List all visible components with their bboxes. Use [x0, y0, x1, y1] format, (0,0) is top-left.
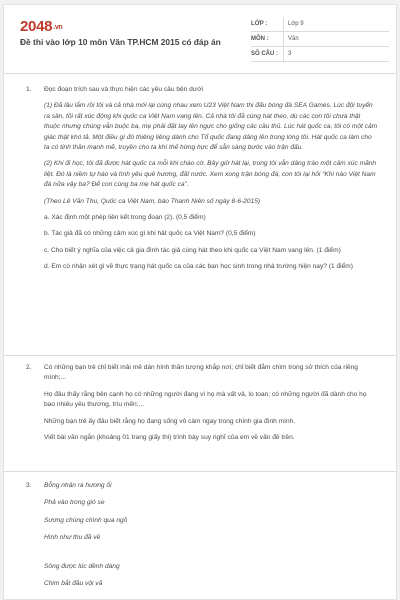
question-divider [4, 471, 396, 472]
question-paragraph: Có những bạn trẻ chỉ biết mải mê dán hình thần tượng khắp nơi; chỉ biết đắm chìm trong sở thích của riêng mình;... [44, 364, 358, 382]
passage-paragraph: (2) Khi đi học, tôi đã được hát quốc ca mỗi khi chào cờ. Bây giờ hát lại, trong tôi vẫn dâng trào một cảm xúc mãnh liệt. Đó là niềm tự hào và tình yêu quê hương, đất nước. Xem xong trận bóng đá, con tôi lại hỏi “Khi nào Việt Nam đá nữa vậy ba? Để con cùng ba mẹ hát quốc ca”. [44, 160, 377, 189]
poem [44, 481, 378, 596]
passage-paragraph: (1) Đã lâu lắm rồi tôi và cả nhà mới lại cùng nhau xem U23 Việt Nam thi đấu bóng đá SEA Games. Lúc đội tuyển ra sân, tôi rất xúc động khi quốc ca Việt Nam vang lên. Cả nhà tôi đã cùng hát theo, dù các con tôi chưa thật thuộc nhưng chúng vẫn buộc ba, mẹ phải đặt tay lên ngực cho giống các cầu thủ. Lúc hát quốc ca, tôi có một cảm giác thật khó tả. Một điều gì đó thiêng liêng dành cho Tổ quốc đang dâng lên trong lòng tôi. Hát quốc ca làm cho ta có tinh thần mạnh mẽ, truyền cho ta khí thế hừng hực để sẵn sàng bước vào trận đấu. [44, 102, 378, 152]
meta-label: LỚP : [251, 21, 268, 27]
poem-line: Chim bắt đầu vội vã [44, 580, 103, 588]
meta-label: SỐ CÂU : [251, 51, 278, 57]
question-divider [4, 355, 396, 356]
meta-value: Lớp 9 [283, 17, 389, 31]
poem-line: Bỗng nhận ra hương ổi [44, 482, 112, 489]
question-body [44, 85, 378, 279]
page-title: Đề thi vào lớp 10 môn Văn TP.HCM 2015 có đáp án [20, 37, 221, 47]
logo-main: 2048 [20, 18, 53, 35]
sub-question: b. Tác giả đã có những cảm xúc gì khi hát quốc ca Việt Nam? (0,5 điểm) [44, 230, 256, 238]
question-number: 2. [26, 364, 32, 371]
question-1 [20, 85, 380, 355]
passage-source: (Theo Lê Văn Thu, Quốc ca Việt Nam, báo Thanh Niên số ngày 8-6-2015) [44, 197, 261, 205]
question-body [44, 363, 378, 449]
poem-line: Sông được lúc dềnh dàng [44, 562, 120, 570]
site-logo[interactable] [20, 18, 62, 35]
meta-label: MÔN : [251, 36, 269, 42]
meta-row-grade [251, 17, 389, 32]
question-number: 1. [26, 86, 32, 93]
meta-value: 3 [283, 47, 389, 61]
exam-meta-table [251, 17, 389, 62]
logo-suffix: .vn [53, 24, 63, 31]
header-divider [4, 73, 396, 74]
sub-question: d. Em có nhận xét gì về thực trạng hát quốc ca của các bạn học sinh trong nhà trường hiện nay? (1 điểm) [44, 263, 353, 271]
poem-line: Hình như thu đã về [44, 534, 101, 542]
sub-question: c. Cho biết ý nghĩa của việc cả gia đình tác giả cùng hát theo khi quốc ca Việt Nam vang lên. (1 điểm) [44, 246, 341, 254]
poem-line: Phả vào trong gió se [44, 499, 105, 507]
question-paragraph: Họ đâu thấy rằng bên cạnh họ có những người đang vì họ mà vất vả, lo toan; có những người đã dành cho họ bao nhiêu yêu thương, trìu mến;... [44, 390, 367, 409]
poem-line: Sương chùng chình qua ngõ [44, 516, 128, 524]
question-3 [20, 481, 380, 600]
meta-row-question-count [251, 47, 389, 62]
question-paragraph: Những bạn trẻ ấy đâu biết rằng họ đang sống vô cảm ngay trong chính gia đình mình. [44, 417, 296, 425]
sub-question: a. Xác định một phép liên kết trong đoạn (2). (0,5 điểm) [44, 214, 206, 222]
meta-value: Văn [283, 32, 389, 46]
exam-page [3, 4, 397, 600]
question-2 [20, 363, 380, 463]
question-paragraph: Viết bài văn ngắn (khoảng 01 trang giấy thi) trình bày suy nghĩ của em về vấn đề trên. [44, 434, 295, 442]
question-prompt: Đọc đoạn trích sau và thực hiện các yêu cầu bên dưới [44, 86, 204, 93]
page-header [4, 5, 396, 73]
meta-row-subject [251, 32, 389, 47]
question-number: 3. [26, 482, 32, 489]
